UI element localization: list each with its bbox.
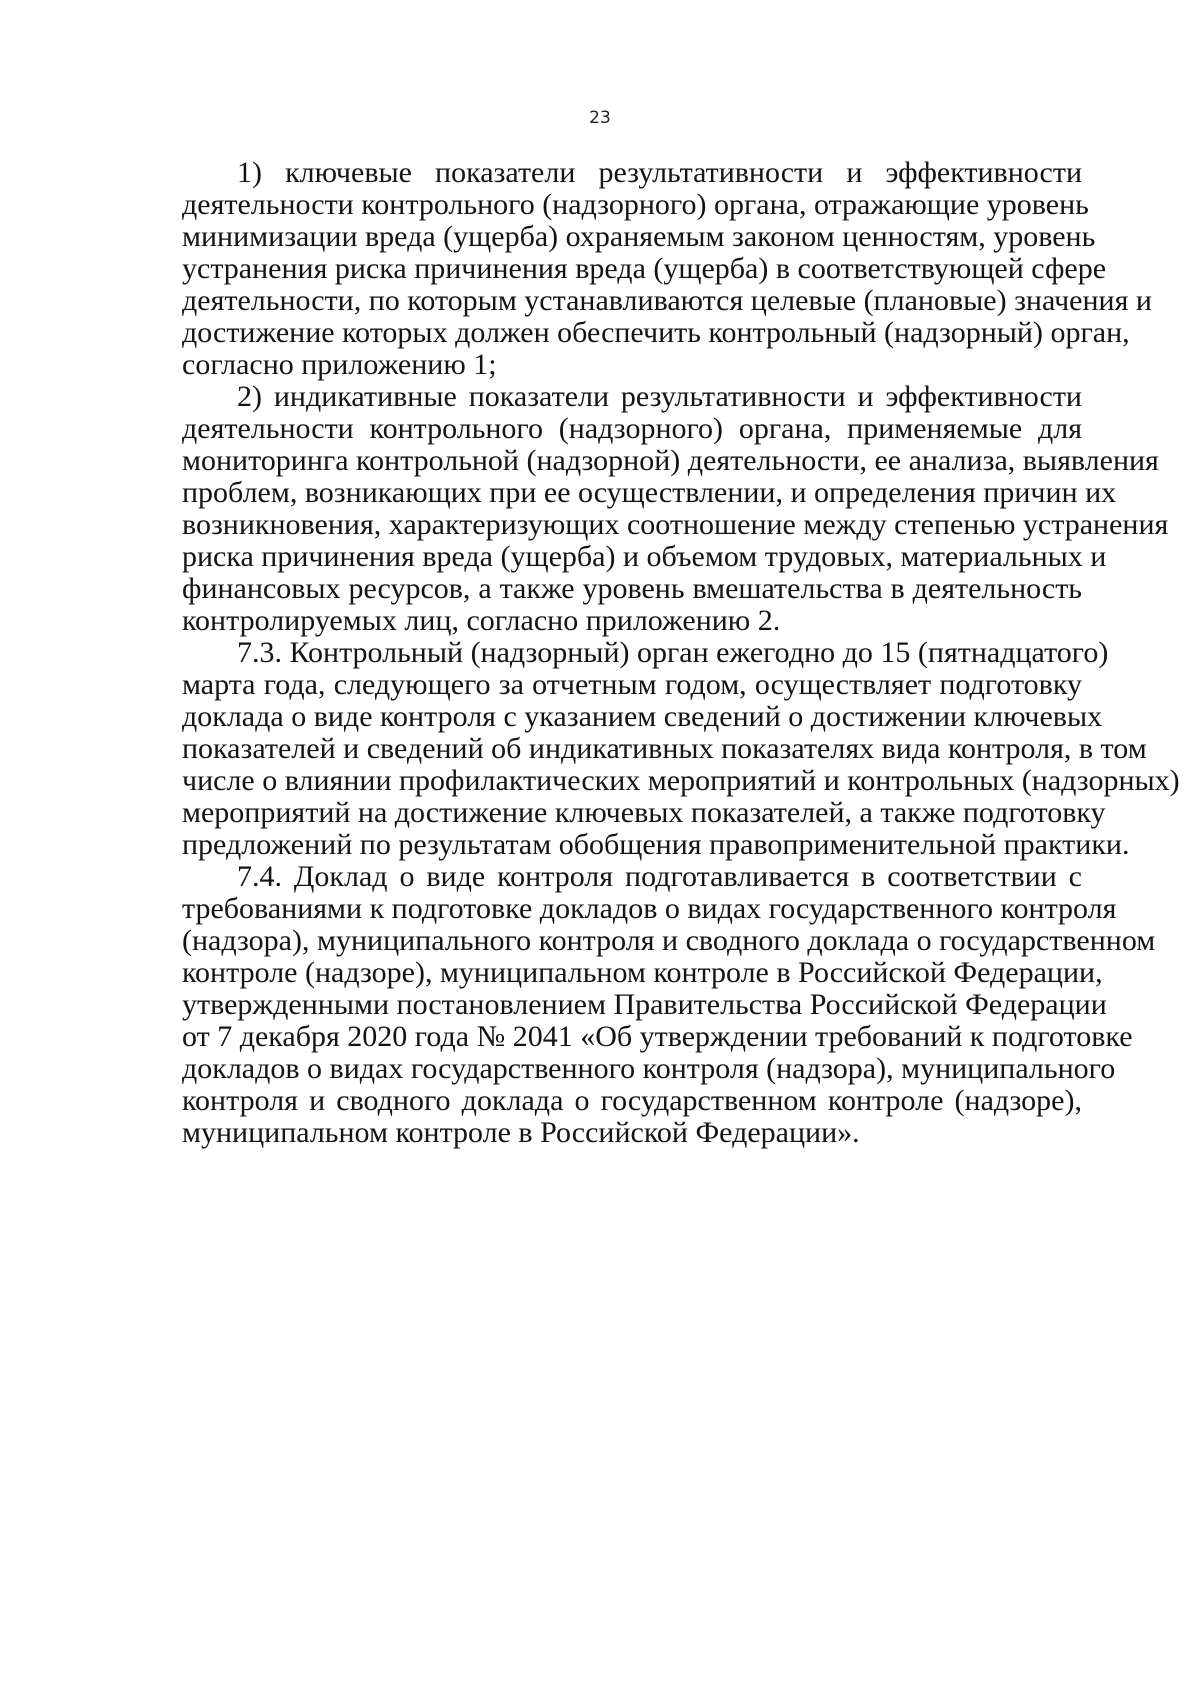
text-line: контролируемых лиц, согласно приложению 2.: [182, 604, 781, 637]
document-body: [182, 156, 1180, 1149]
text-line: контроля и сводного доклада о государственном контроле (надзоре),: [182, 1084, 1082, 1117]
text-line: мониторинга контрольной (надзорной) деятельности, ее анализа, выявления: [182, 444, 1159, 477]
paragraph-7-4: [182, 860, 1156, 1149]
text-line: 1) ключевые показатели результативности и эффективности: [237, 156, 1082, 189]
text-line: деятельности контрольного (надзорного) органа, отражающие уровень: [182, 188, 1089, 221]
text-line: показателей и сведений об индикативных показателях вида контроля, в том: [182, 732, 1147, 765]
text-line: (надзора), муниципального контроля и сводного доклада о государственном: [182, 924, 1156, 957]
text-line: 7.3. Контрольный (надзорный) орган ежегодно до 15 (пятнадцатого): [237, 636, 1109, 669]
text-line: риска причинения вреда (ущерба) и объемом трудовых, материальных и: [182, 540, 1107, 573]
text-line: 2) индикативные показатели результативности и эффективности: [237, 380, 1082, 413]
text-line: от 7 декабря 2020 года № 2041 «Об утверждении требований к подготовке: [182, 1020, 1133, 1053]
text-line: достижение которых должен обеспечить контрольный (надзорный) орган,: [182, 316, 1130, 349]
text-line: муниципальном контроле в Российской Федерации».: [182, 1116, 860, 1149]
text-line: числе о влиянии профилактических мероприятий и контрольных (надзорных): [182, 764, 1180, 797]
text-line: мероприятий на достижение ключевых показателей, а также подготовку: [182, 796, 1106, 829]
page-number: 23: [589, 108, 611, 128]
text-line: возникновения, характеризующих соотношение между степенью устранения: [182, 508, 1169, 541]
text-line: проблем, возникающих при ее осуществлении, и определения причин их: [182, 476, 1117, 509]
text-line: деятельности, по которым устанавливаются целевые (плановые) значения и: [182, 284, 1152, 317]
text-line: марта года, следующего за отчетным годом, осуществляет подготовку: [182, 668, 1082, 701]
text-line: деятельности контрольного (надзорного) органа, применяемые для: [182, 412, 1082, 445]
text-line: требованиями к подготовке докладов о видах государственного контроля: [182, 892, 1117, 925]
text-line: 7.4. Доклад о виде контроля подготавливается в соответствии с: [237, 860, 1082, 893]
text-line: контроле (надзоре), муниципальном контроле в Российской Федерации,: [182, 956, 1103, 989]
text-line: доклада о виде контроля с указанием сведений о достижении ключевых: [182, 700, 1103, 733]
text-line: минимизации вреда (ущерба) охраняемым законом ценностям, уровень: [182, 220, 1096, 253]
text-line: устранения риска причинения вреда (ущерба) в соответствующей сфере: [182, 252, 1107, 285]
paragraph-key-indicators: [182, 156, 1152, 381]
paragraph-indicative-indicators: [182, 380, 1169, 637]
paragraph-7-3: [182, 636, 1180, 861]
text-line: согласно приложению 1;: [182, 348, 497, 381]
text-line: докладов о видах государственного контроля (надзора), муниципального: [182, 1052, 1116, 1085]
text-line: финансовых ресурсов, а также уровень вмешательства в деятельность: [182, 572, 1082, 605]
text-line: утвержденными постановлением Правительства Российской Федерации: [182, 988, 1107, 1021]
text-line: предложений по результатам обобщения правоприменительной практики.: [182, 828, 1130, 861]
